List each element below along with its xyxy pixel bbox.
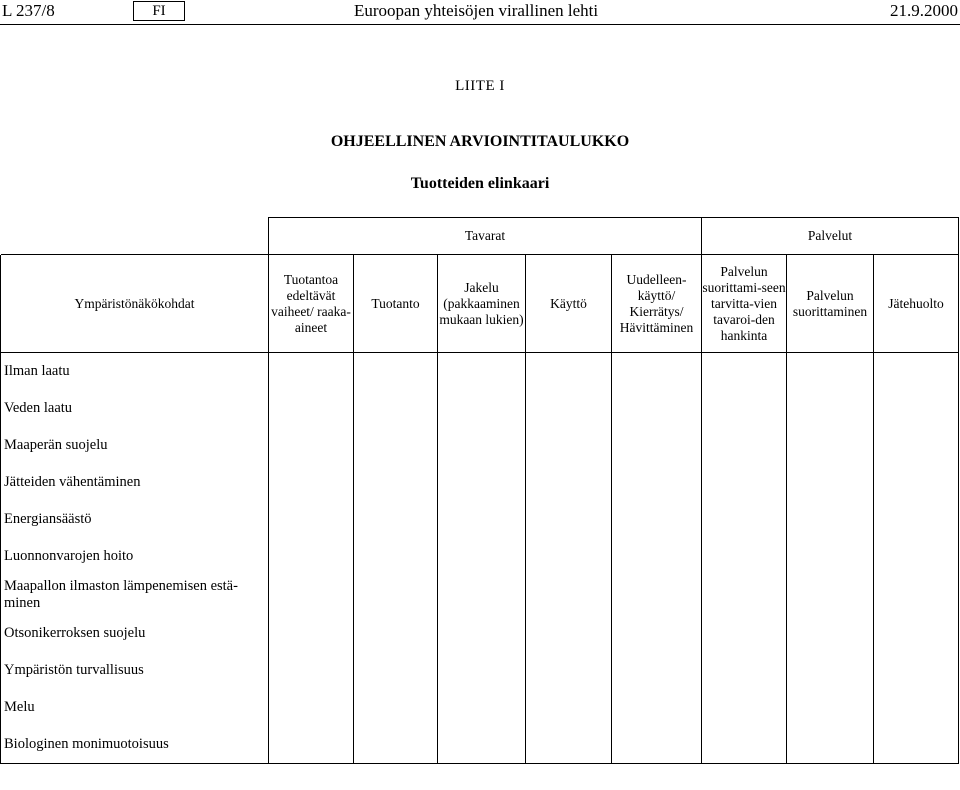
assessment-cell[interactable] [526,390,612,427]
assessment-cell[interactable] [526,464,612,501]
assessment-cell[interactable] [702,575,787,615]
row-header-title: Ympäristönäkökohdat [1,255,269,353]
assessment-cell[interactable] [612,575,702,615]
assessment-cell[interactable] [269,464,354,501]
assessment-cell[interactable] [874,575,959,615]
row-label: Biologinen monimuotoisuus [1,726,269,764]
publication-date: 21.9.2000 [890,1,958,20]
column-header: Jakelu (pakkaaminen mukaan lukien) [438,255,526,353]
assessment-cell[interactable] [612,689,702,726]
assessment-cell[interactable] [702,615,787,652]
table-row [1,615,959,652]
assessment-cell[interactable] [612,652,702,689]
assessment-cell[interactable] [874,726,959,764]
column-header: Tuotanto [354,255,438,353]
table-row [1,464,959,501]
assessment-cell[interactable] [702,501,787,538]
column-header: Uudelleen-käyttö/ Kierrätys/ Hävittäminen [612,255,702,353]
assessment-cell[interactable] [438,726,526,764]
assessment-cell[interactable] [612,501,702,538]
assessment-cell[interactable] [874,538,959,575]
assessment-cell[interactable] [526,652,612,689]
assessment-cell[interactable] [874,689,959,726]
assessment-cell[interactable] [354,575,438,615]
assessment-cell[interactable] [269,575,354,615]
assessment-cell[interactable] [438,575,526,615]
assessment-cell[interactable] [354,615,438,652]
column-header: Käyttö [526,255,612,353]
assessment-cell[interactable] [269,538,354,575]
row-label: Otsonikerroksen suojelu [1,615,269,652]
assessment-cell[interactable] [438,427,526,464]
assessment-cell[interactable] [526,501,612,538]
assessment-cell[interactable] [438,501,526,538]
assessment-cell[interactable] [787,427,874,464]
column-header: Palvelun suorittaminen [787,255,874,353]
assessment-cell[interactable] [526,538,612,575]
assessment-cell[interactable] [612,464,702,501]
assessment-cell[interactable] [269,615,354,652]
assessment-cell[interactable] [269,652,354,689]
assessment-cell[interactable] [702,652,787,689]
assessment-cell[interactable] [269,689,354,726]
assessment-cell[interactable] [612,427,702,464]
assessment-cell[interactable] [612,353,702,391]
assessment-cell[interactable] [354,726,438,764]
group-header-goods: Tavarat [269,218,702,255]
table-row [1,501,959,538]
assessment-cell[interactable] [269,353,354,391]
assessment-cell[interactable] [526,427,612,464]
header-rule [0,24,960,25]
assessment-cell[interactable] [787,689,874,726]
journal-title: Euroopan yhteisöjen virallinen lehti [354,1,599,20]
assessment-cell[interactable] [269,427,354,464]
assessment-cell[interactable] [702,427,787,464]
column-header: Palvelun suorittami-seen tarvitta-vien tavaroi-den hankinta [702,255,787,353]
assessment-cell[interactable] [354,464,438,501]
assessment-cell[interactable] [438,652,526,689]
assessment-cell[interactable] [354,353,438,391]
assessment-cell[interactable] [438,689,526,726]
assessment-cell[interactable] [787,726,874,764]
row-label: Luonnonvarojen hoito [1,538,269,575]
assessment-cell[interactable] [702,353,787,391]
assessment-cell[interactable] [612,538,702,575]
table-row [1,353,959,391]
row-label: Energiansäästö [1,501,269,538]
assessment-cell[interactable] [787,353,874,391]
assessment-cell[interactable] [354,652,438,689]
assessment-cell[interactable] [612,615,702,652]
assessment-cell[interactable] [354,538,438,575]
assessment-cell[interactable] [438,538,526,575]
assessment-cell[interactable] [438,390,526,427]
assessment-cell[interactable] [438,464,526,501]
assessment-cell[interactable] [526,575,612,615]
column-header: Tuotantoa edeltävät vaiheet/ raaka-aineet [269,255,354,353]
assessment-cell[interactable] [787,464,874,501]
row-label: Melu [1,689,269,726]
document-title: OHJEELLINEN ARVIOINTITAULUKKO [330,133,630,150]
assessment-cell[interactable] [354,689,438,726]
assessment-cell[interactable] [438,615,526,652]
assessment-cell[interactable] [438,353,526,391]
table-row [1,390,959,427]
table-body [1,353,959,764]
language-code-box: FI [133,1,185,21]
assessment-cell[interactable] [354,427,438,464]
assessment-table [0,217,959,764]
group-header-services: Palvelut [702,218,959,255]
assessment-cell[interactable] [702,689,787,726]
page-reference: L 237/8 [2,1,55,20]
assessment-cell[interactable] [787,652,874,689]
assessment-cell[interactable] [702,538,787,575]
table-row [1,652,959,689]
assessment-cell[interactable] [787,575,874,615]
assessment-cell[interactable] [787,615,874,652]
blank-corner-cell [1,218,269,255]
column-header: Jätehuolto [874,255,959,353]
table-row [1,427,959,464]
assessment-cell[interactable] [874,353,959,391]
assessment-cell[interactable] [702,464,787,501]
assessment-cell[interactable] [874,501,959,538]
row-label: Ilman laatu [1,353,269,391]
assessment-cell[interactable] [612,726,702,764]
assessment-cell[interactable] [269,726,354,764]
assessment-cell[interactable] [874,652,959,689]
assessment-cell[interactable] [526,615,612,652]
assessment-cell[interactable] [787,390,874,427]
document-subtitle: Tuotteiden elinkaari [410,175,550,192]
row-label: Ympäristön turvallisuus [1,652,269,689]
assessment-cell[interactable] [612,390,702,427]
assessment-cell[interactable] [702,726,787,764]
assessment-cell[interactable] [269,390,354,427]
assessment-cell[interactable] [354,390,438,427]
table-row [1,538,959,575]
assessment-cell[interactable] [787,501,874,538]
assessment-cell[interactable] [874,427,959,464]
assessment-cell[interactable] [787,538,874,575]
assessment-cell[interactable] [702,390,787,427]
row-label: Veden laatu [1,390,269,427]
assessment-cell[interactable] [526,689,612,726]
assessment-cell[interactable] [874,615,959,652]
table-row [1,575,959,615]
assessment-cell[interactable] [874,464,959,501]
table-row [1,726,959,764]
assessment-cell[interactable] [526,353,612,391]
annex-label: LIITE I [455,78,505,94]
assessment-cell[interactable] [354,501,438,538]
row-label: Jätteiden vähentäminen [1,464,269,501]
row-label: Maaperän suojelu [1,427,269,464]
assessment-cell[interactable] [526,726,612,764]
page-header [0,0,960,24]
table-row [1,689,959,726]
assessment-cell[interactable] [269,501,354,538]
assessment-cell[interactable] [874,390,959,427]
row-label: Maapallon ilmaston lämpenemisen estä-minen [1,575,269,615]
